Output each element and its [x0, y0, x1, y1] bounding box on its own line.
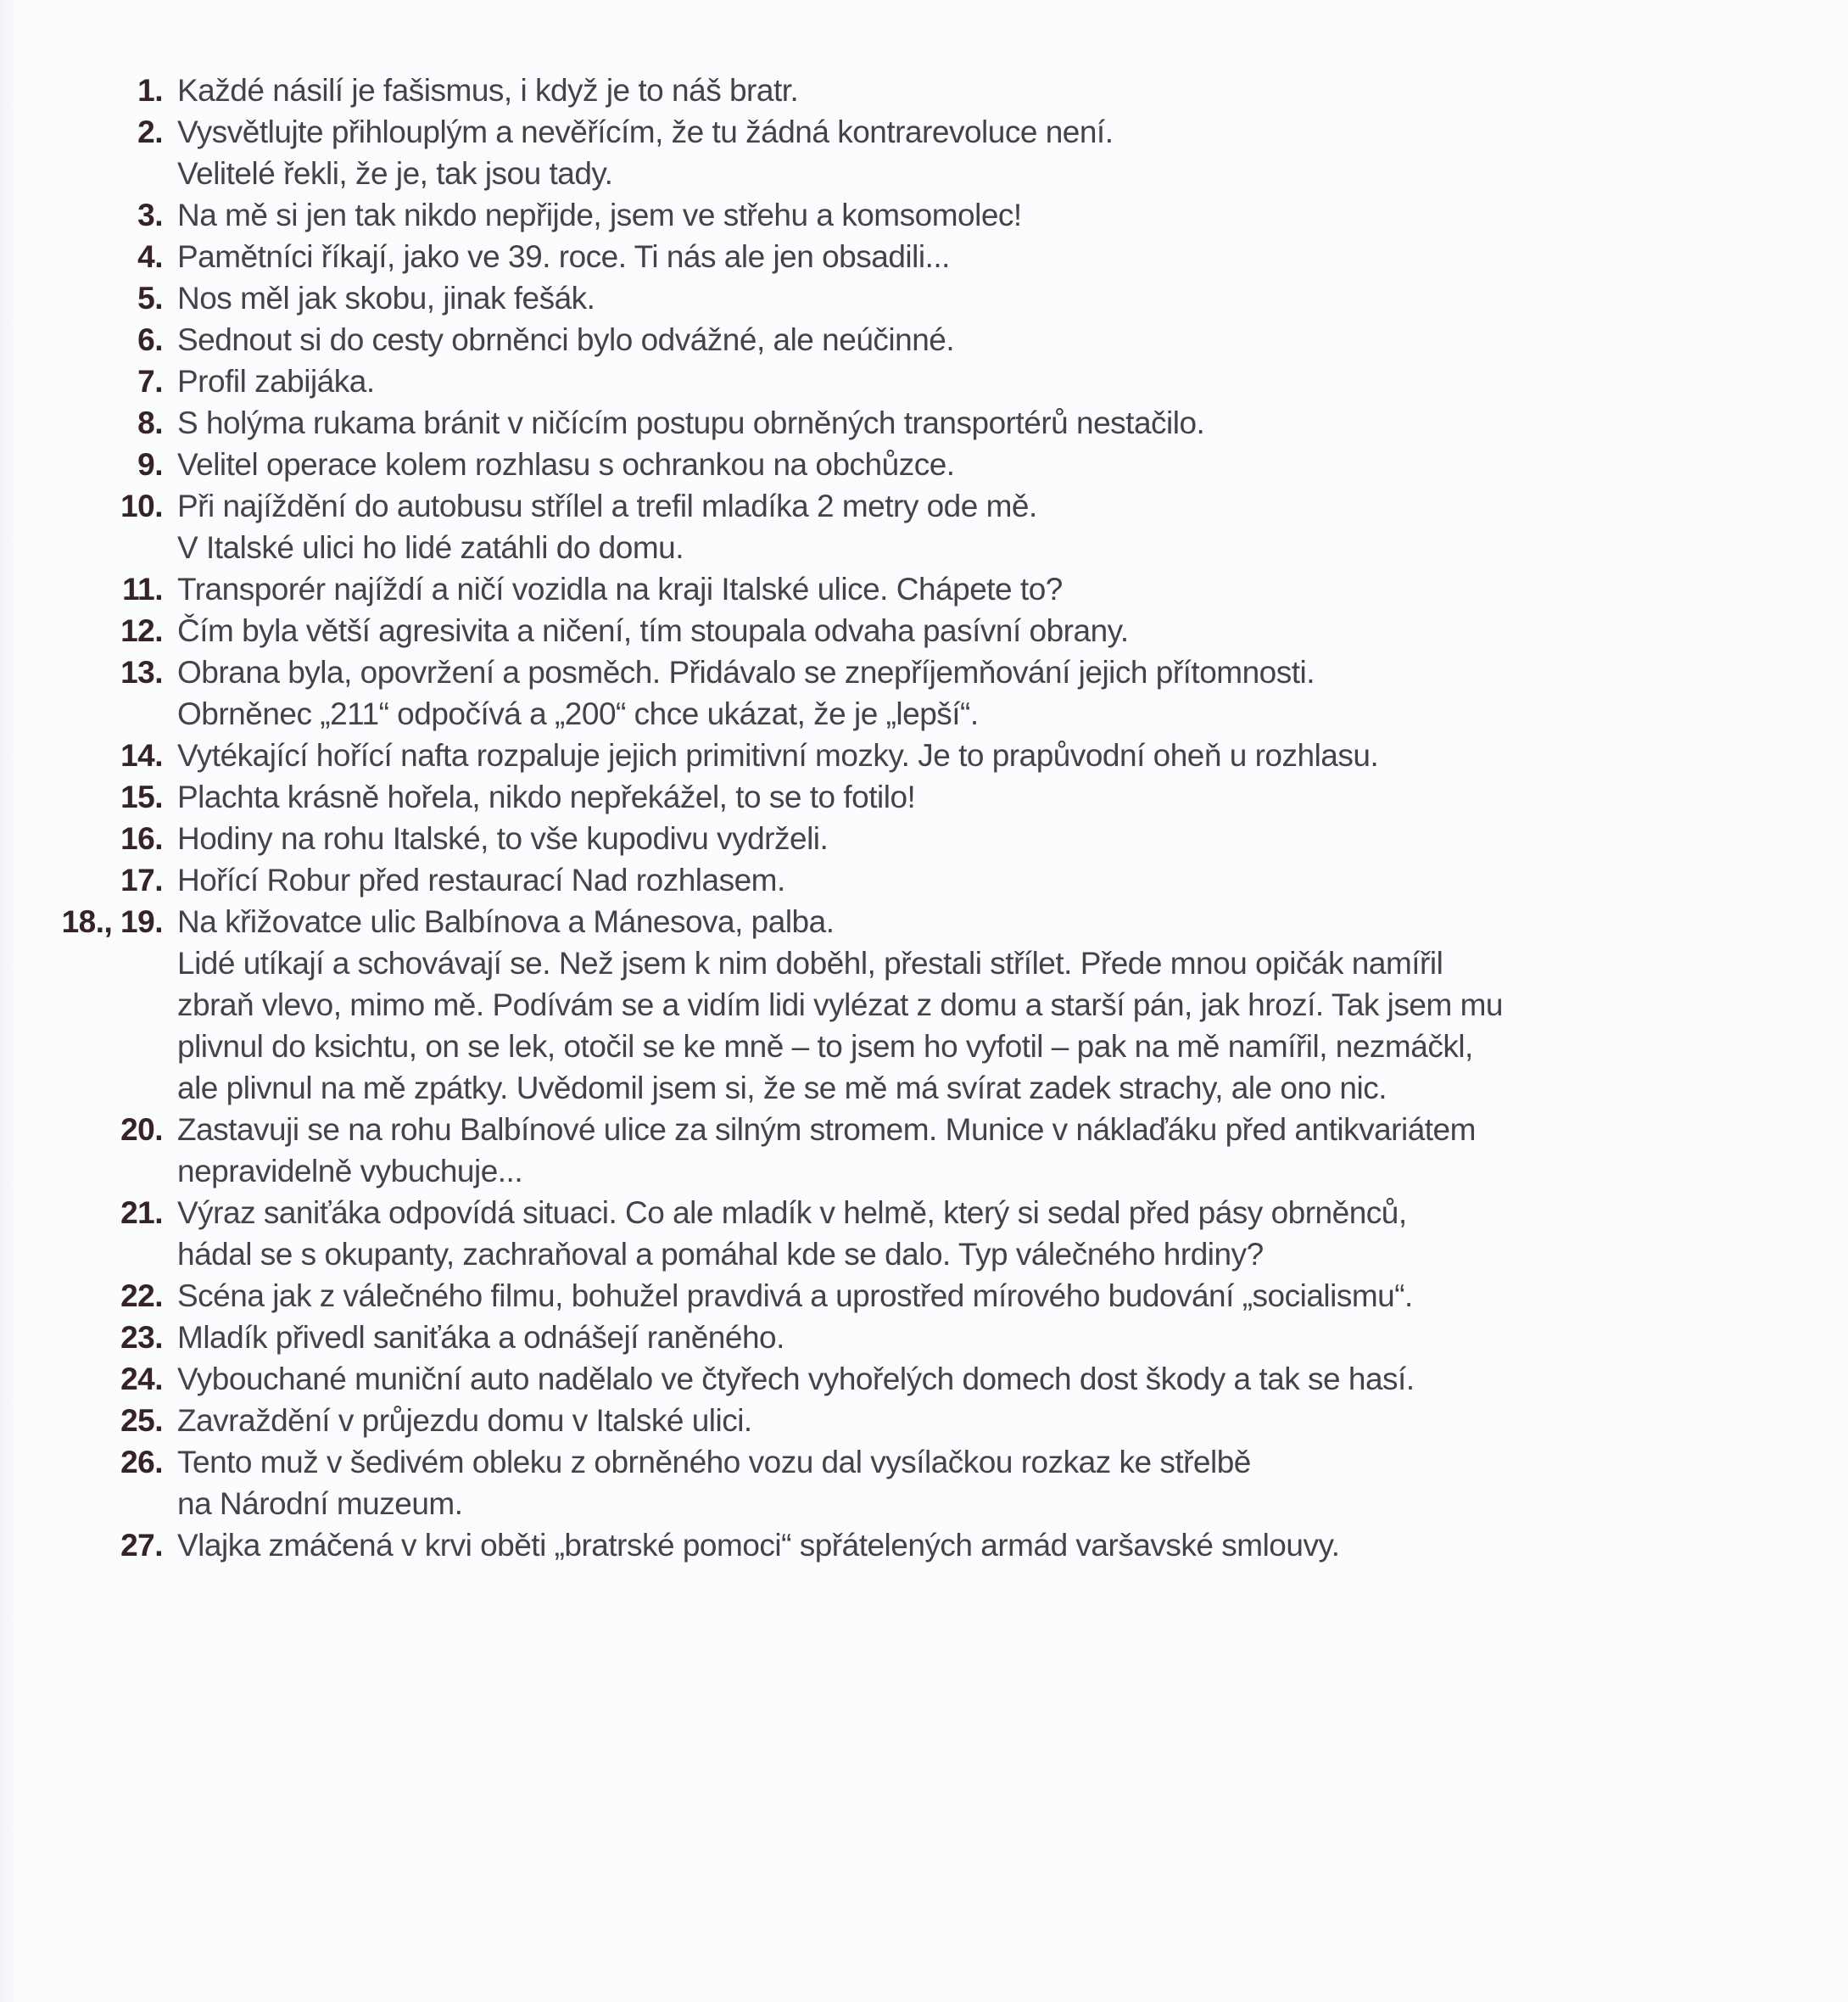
- item-text: Scéna jak z válečného filmu, bohužel pravdivá a uprostřed mírového budování „socialismu“.: [177, 1278, 1413, 1313]
- item-text: na Národní muzeum.: [177, 1486, 463, 1521]
- caption-list: [51, 70, 1789, 1566]
- item-number: 13.: [120, 655, 163, 690]
- item-number: 5.: [137, 281, 163, 316]
- item-number: 6.: [137, 322, 163, 357]
- list-item-line: [51, 984, 1789, 1026]
- item-text: Vysvětlujte přihlouplým a nevěřícím, že tu žádná kontrarevoluce není.: [177, 115, 1114, 149]
- item-number: 4.: [137, 239, 163, 274]
- item-text: Výraz saniťáka odpovídá situaci. Co ale mladík v helmě, který si sedal před pásy obrněnců,: [177, 1195, 1407, 1230]
- list-item-line: [51, 1192, 1789, 1233]
- list-item-line: [51, 277, 1789, 319]
- list-item-line: [51, 361, 1789, 402]
- list-item-line: [51, 1400, 1789, 1441]
- list-item-line: [51, 402, 1789, 444]
- item-text: Nos měl jak skobu, jinak fešák.: [177, 281, 595, 316]
- list-item-line: [51, 1317, 1789, 1358]
- list-item-line: [51, 693, 1789, 735]
- list-item-line: [51, 818, 1789, 859]
- item-text: Zavraždění v průjezdu domu v Italské ulici.: [177, 1403, 752, 1438]
- item-number: 8.: [137, 405, 163, 440]
- list-item-line: [51, 319, 1789, 361]
- item-number: 1.: [137, 73, 163, 108]
- list-item-line: [51, 859, 1789, 901]
- item-text: Velitel operace kolem rozhlasu s ochrankou na obchůzce.: [177, 447, 955, 482]
- item-text: Velitelé řekli, že je, tak jsou tady.: [177, 156, 613, 191]
- item-text: Obrněnec „211“ odpočívá a „200“ chce ukázat, že je „lepší“.: [177, 696, 979, 731]
- item-text: nepravidelně vybuchuje...: [177, 1154, 523, 1188]
- item-text: V Italské ulici ho lidé zatáhli do domu.: [177, 530, 684, 565]
- item-number: 21.: [120, 1195, 163, 1230]
- item-text: Sednout si do cesty obrněnci bylo odvážné, ale neúčinné.: [177, 322, 955, 357]
- item-number: 11.: [122, 572, 163, 607]
- list-item-line: [51, 236, 1789, 277]
- list-item-line: [51, 1067, 1789, 1109]
- item-text: Hořící Robur před restaurací Nad rozhlasem.: [177, 863, 785, 898]
- item-text: Zastavuji se na rohu Balbínové ulice za silným stromem. Munice v náklaďáku před antikvariátem: [177, 1112, 1476, 1147]
- list-item-line: [51, 194, 1789, 236]
- list-item-line: [51, 485, 1789, 527]
- item-number: 26.: [120, 1445, 163, 1479]
- item-text: Čím byla větší agresivita a ničení, tím stoupala odvaha pasívní obrany.: [177, 613, 1129, 648]
- list-item-line: [51, 444, 1789, 485]
- item-text: zbraň vlevo, mimo mě. Podívám se a vidím lidi vylézat z domu a starší pán, jak hrozí. Tak jsem mu: [177, 987, 1503, 1022]
- list-item-line: [51, 651, 1789, 693]
- item-text: Na mě si jen tak nikdo nepřijde, jsem ve střehu a komsomolec!: [177, 198, 1022, 232]
- item-text: Vytékající hořící nafta rozpaluje jejich primitivní mozky. Je to prapůvodní oheň u rozhlasu.: [177, 738, 1379, 773]
- item-number: 14.: [120, 738, 163, 773]
- item-number: 3.: [137, 198, 163, 232]
- item-text: Tento muž v šedivém obleku z obrněného vozu dal vysílačkou rozkaz ke střelbě: [177, 1445, 1251, 1479]
- list-item-line: [51, 1150, 1789, 1192]
- list-item-line: [51, 942, 1789, 984]
- item-number: 20.: [120, 1112, 163, 1147]
- item-text: Na křižovatce ulic Balbínova a Mánesova, palba.: [177, 904, 835, 939]
- item-text: hádal se s okupanty, zachraňoval a pomáhal kde se dalo. Typ válečného hrdiny?: [177, 1237, 1264, 1272]
- item-text: Vlajka zmáčená v krvi oběti „bratrské pomoci“ spřátelených armád varšavské smlouvy.: [177, 1528, 1340, 1563]
- item-text: plivnul do ksichtu, on se lek, otočil se ke mně – to jsem ho vyfotil – pak na mě namířil, nezmáčkl,: [177, 1029, 1473, 1064]
- item-number: 15.: [120, 780, 163, 814]
- item-number: 22.: [120, 1278, 163, 1313]
- list-item-line: [51, 70, 1789, 111]
- item-number: 27.: [120, 1528, 163, 1563]
- list-item-line: [51, 901, 1789, 942]
- list-item-line: [51, 776, 1789, 818]
- list-item-line: [51, 1026, 1789, 1067]
- item-number: 10.: [120, 489, 163, 523]
- item-number: 16.: [120, 821, 163, 856]
- item-text: Každé násilí je fašismus, i když je to náš bratr.: [177, 73, 799, 108]
- list-item-line: [51, 153, 1789, 194]
- list-item-line: [51, 1358, 1789, 1400]
- list-item-line: [51, 1275, 1789, 1317]
- item-text: Pamětníci říkají, jako ve 39. roce. Ti nás ale jen obsadili...: [177, 239, 950, 274]
- item-text: Obrana byla, opovržení a posměch. Přidávalo se znepříjemňování jejich přítomnosti.: [177, 655, 1315, 690]
- list-item-line: [51, 735, 1789, 776]
- item-text: Lidé utíkají a schovávají se. Než jsem k nim doběhl, přestali střílet. Přede mnou opičák namířil: [177, 946, 1443, 981]
- item-number: 23.: [120, 1320, 163, 1355]
- item-number: 18., 19.: [61, 904, 163, 939]
- list-item-line: [51, 527, 1789, 568]
- item-text: ale plivnul na mě zpátky. Uvědomil jsem si, že se mě má svírat zadek strachy, ale ono nic.: [177, 1071, 1387, 1105]
- list-item-line: [51, 610, 1789, 651]
- item-number: 7.: [137, 364, 163, 399]
- item-number: 9.: [137, 447, 163, 482]
- list-item-line: [51, 1233, 1789, 1275]
- item-number: 24.: [120, 1362, 163, 1396]
- item-text: Mladík přivedl saniťáka a odnášejí raněného.: [177, 1320, 784, 1355]
- item-text: Transporér najíždí a ničí vozidla na kraji Italské ulice. Chápete to?: [177, 572, 1063, 607]
- list-item-line: [51, 1109, 1789, 1150]
- item-text: Hodiny na rohu Italské, to vše kupodivu vydrželi.: [177, 821, 829, 856]
- item-text: Vybouchané muniční auto nadělalo ve čtyřech vyhořelých domech dost škody a tak se hasí.: [177, 1362, 1415, 1396]
- scan-edge-shadow: [0, 0, 22, 2002]
- item-text: Při najíždění do autobusu střílel a trefil mladíka 2 metry ode mě.: [177, 489, 1037, 523]
- item-number: 25.: [120, 1403, 163, 1438]
- list-item-line: [51, 1441, 1789, 1483]
- list-item-line: [51, 111, 1789, 153]
- item-number: 12.: [120, 613, 163, 648]
- list-item-line: [51, 1524, 1789, 1566]
- list-item-line: [51, 568, 1789, 610]
- item-number: 17.: [120, 863, 163, 898]
- list-item-line: [51, 1483, 1789, 1524]
- item-text: Plachta krásně hořela, nikdo nepřekážel, to se to fotilo!: [177, 780, 916, 814]
- item-text: S holýma rukama bránit v ničícím postupu obrněných transportérů nestačilo.: [177, 405, 1205, 440]
- item-number: 2.: [137, 115, 163, 149]
- item-text: Profil zabijáka.: [177, 364, 375, 399]
